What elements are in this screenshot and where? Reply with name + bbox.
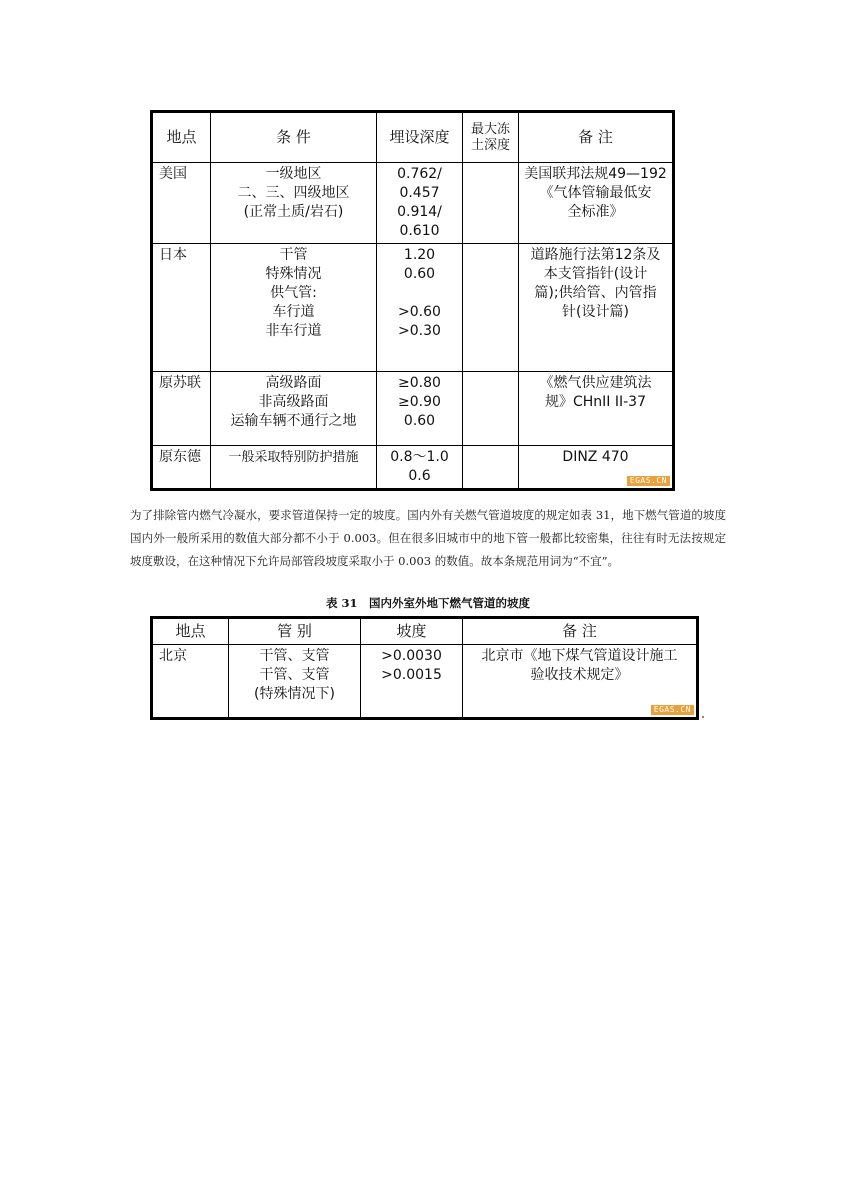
cell-depth: 0.762/ 0.457 0.914/ 0.610 [377, 163, 463, 244]
cell-frost [463, 446, 519, 489]
cell-note: DINZ 470 [519, 446, 673, 489]
cell-depth: ≥0.80 ≥0.90 0.60 [377, 372, 463, 446]
cell-condition: 一级地区 二、三、四级地区 (正常土质/岩石) [211, 163, 377, 244]
cell-frost [463, 244, 519, 372]
cell-place: 原东德 [153, 446, 211, 489]
header-slope: 坡度 [361, 619, 463, 645]
cell-place: 北京 [153, 645, 229, 718]
table-row [153, 163, 673, 244]
watermark-logo: EGAS.CN [651, 705, 694, 715]
cell-condition: 干管 特殊情况 供气管: 车行道 非车行道 [211, 244, 377, 372]
cell-place: 日本 [153, 244, 211, 372]
depth-table [150, 110, 675, 491]
cell-place: 美国 [153, 163, 211, 244]
header-note: 备 注 [463, 619, 697, 645]
cell-frost [463, 372, 519, 446]
cell-note: 北京市《地下煤气管道设计施工 验收技术规定》 [463, 645, 697, 718]
header-place: 地点 [153, 113, 211, 163]
table-row [153, 372, 673, 446]
cell-place: 原苏联 [153, 372, 211, 446]
cell-depth: 0.8～1.0 0.6 [377, 446, 463, 489]
table-header-row [153, 113, 673, 163]
table-header-row [153, 619, 697, 645]
header-place: 地点 [153, 619, 229, 645]
cell-note: 《燃气供应建筑法 规》CHnII II-37 [519, 372, 673, 446]
scan-speck [702, 716, 704, 718]
watermark-logo: EGAS.CN [627, 476, 670, 486]
table-row [153, 645, 697, 718]
cell-pipe-type: 干管、支管 干管、支管 (特殊情况下) [229, 645, 361, 718]
cell-condition: 一般采取特别防护措施 [211, 446, 377, 489]
cell-note: 道路施行法第12条及 本支管指针(设计 篇);供给管、内管指 针(设计篇) [519, 244, 673, 372]
header-condition: 条 件 [211, 113, 377, 163]
body-paragraph: 为了排除管内燃气冷凝水，要求管道保持一定的坡度。国内外有关燃气管道坡度的规定如表 31，地下燃气管道的坡度国内外一般所采用的数值大部分都不小于 0.003。但在很多旧城市中的地下管一般都比较密集，往往有时无法按规定坡度敷设，在这种情况下允许局部管段坡度采取小于 0.003 的数值。故本条规范用词为“不宜”。 [130, 508, 726, 568]
cell-depth: 1.20 0.60 >0.60 >0.30 [377, 244, 463, 372]
cell-condition: 高级路面 非高级路面 运输车辆不通行之地 [211, 372, 377, 446]
table-row [153, 446, 673, 489]
header-note: 备 注 [519, 113, 673, 163]
table-row [153, 244, 673, 372]
slope-table [150, 616, 699, 720]
header-frost-depth: 最大冻 土深度 [463, 113, 519, 163]
cell-note: 美国联邦法规49—192 《气体管输最低安 全标准》 [519, 163, 673, 244]
table-caption: 表 31 国内外室外地下燃气管道的坡度 [325, 596, 530, 610]
header-depth: 埋设深度 [377, 113, 463, 163]
header-pipe-type: 管 别 [229, 619, 361, 645]
cell-frost [463, 163, 519, 244]
cell-slope: >0.0030 >0.0015 [361, 645, 463, 718]
